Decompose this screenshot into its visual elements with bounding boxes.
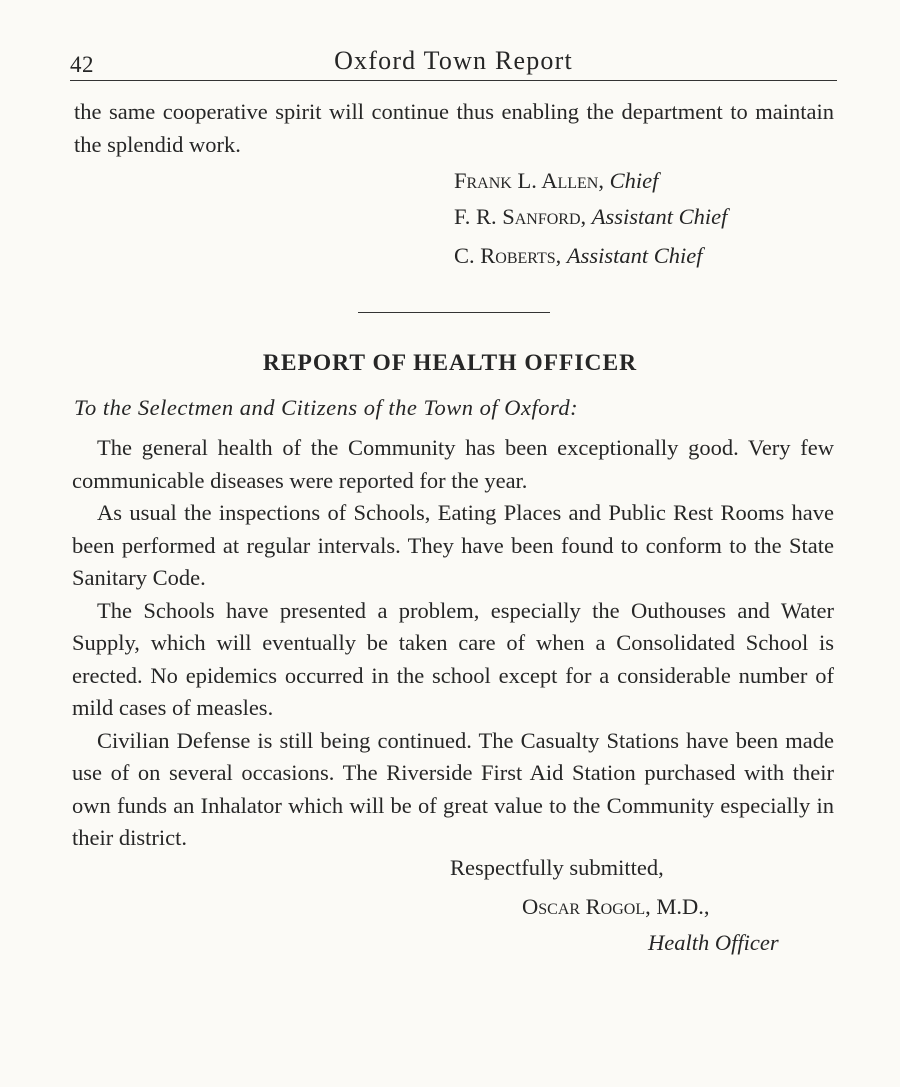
paragraph: Civilian Defense is still being continued. The Casualty Stations have been made use of on several occasions. The Riverside First Aid Station purchased with their own funds an Inhalator which will be of great value to the Community especially in their district.	[72, 727, 834, 850]
health-officer-name: Oscar Rogol, M.D.,	[522, 894, 710, 919]
paragraph: The Schools have presented a problem, especially the Outhouses and Water Supply, which will eventually be taken care of when a Consolidated School is erected. No epidemics occurred in the school except for a considerable number of mild cases of measles.	[72, 597, 834, 720]
signatory-name: Frank L. Allen,	[454, 168, 604, 193]
closing-line: Respectfully submitted,	[450, 855, 664, 880]
fire-report-closing	[74, 96, 834, 161]
paragraph: The general health of the Community has been exceptionally good. Very few communicable diseases were reported for the year.	[72, 435, 834, 493]
section-heading: REPORT OF HEALTH OFFICER	[262, 350, 638, 376]
signatory-name: C. Roberts,	[454, 243, 562, 268]
signatory-assistant-chief-1	[454, 204, 727, 230]
signatory-title: Assistant Chief	[566, 243, 703, 268]
signatory-title: Assistant Chief	[591, 204, 728, 229]
section-divider	[358, 312, 550, 313]
signatory-assistant-chief-2	[454, 243, 703, 269]
signatory-chief	[454, 168, 658, 194]
health-report-body	[72, 432, 834, 855]
page-number: 42	[70, 52, 94, 77]
health-officer-title: Health Officer	[648, 930, 779, 955]
header-rule	[70, 80, 837, 81]
running-title: Oxford Town Report	[334, 46, 573, 75]
salutation: To the Selectmen and Citizens of the Town of Oxford:	[74, 395, 579, 420]
closing-paragraph: the same cooperative spirit will continue thus enabling the department to maintain the splendid work.	[74, 99, 834, 157]
running-head	[70, 44, 837, 84]
signatory-title: Chief	[609, 168, 659, 193]
signatory-name: F. R. Sanford,	[454, 204, 587, 229]
paragraph: As usual the inspections of Schools, Eating Places and Public Rest Rooms have been performed at regular intervals. They have been found to conform to the State Sanitary Code.	[72, 500, 834, 590]
